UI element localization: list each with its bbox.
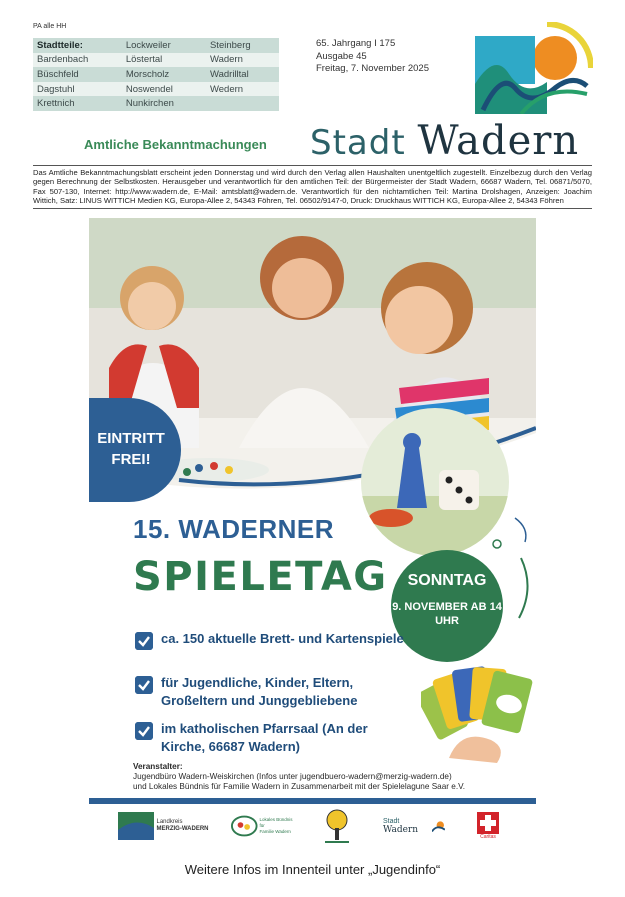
district-cell: Wadrilltal — [206, 67, 279, 82]
masthead-stadt: Stadt — [310, 123, 406, 163]
organizer-info — [133, 762, 533, 792]
checkbox-icon — [135, 632, 153, 650]
divider — [33, 165, 592, 166]
organizer-line1: Jugendbüro Wadern-Weiskirchen (Infos unter jugendbuero-wadern@merzig-wadern.de) — [133, 772, 452, 781]
spielelagune-logo — [317, 806, 357, 846]
table-row — [33, 38, 279, 53]
table-row — [33, 67, 279, 82]
buendnis-emblem-icon — [231, 815, 258, 837]
district-cell: Krettnich — [33, 96, 122, 111]
uno-cards-hand — [421, 658, 536, 763]
sponsor-line1: Caritas — [480, 834, 496, 840]
table-row — [33, 82, 279, 97]
distribution-note: PA alle HH — [33, 23, 67, 30]
poster-bottom-bar — [89, 798, 536, 804]
item-text: im katholischen Pfarrsaal (An der Kirche, 66687 Wadern) — [161, 721, 368, 754]
event-title-line2: SPIELETAG — [133, 554, 388, 600]
sponsor-line1: Stadt — [383, 817, 400, 825]
sponsor-line2: MERZIG-WADERN — [156, 826, 209, 832]
section-title: Amtliche Bekanntmachungen — [84, 137, 267, 152]
masthead — [310, 118, 579, 164]
issue-number: Ausgabe 45 — [316, 50, 367, 62]
organizer-line2: und Lokales Bündnis für Familie Wadern in Zusammenarbeit mit der Spielelagune Saar e.V. — [133, 782, 466, 791]
sponsor-line2: Familie Wadern — [259, 829, 291, 834]
districts-table — [33, 38, 279, 111]
item-text: für Jugendliche, Kinder, Eltern, Großeltern und Junggebliebene — [161, 675, 358, 708]
sponsor-line1: Lokales Bündnis für — [259, 817, 293, 828]
landkreis-logo — [113, 806, 213, 846]
event-date-time: 9. NOVEMBER AB 14 UHR — [392, 601, 502, 627]
district-cell: Steinberg — [206, 38, 279, 53]
sponsor-logos — [89, 806, 536, 854]
imprint-text: Das Amtliche Bekanntmachungsblatt erscheint jeden Donnerstag und wird durch den Verlag allen Haushalten unentgeltlich zugestellt. Einzelbezug durch den Verlag gegen Berechnung der Selbstkosten. Herausgeber und verantwortlich für den amtlichen Teil: der Bürgermeister der Stadt Wadern, 66687 Wadern, Tel. 06871/5070, Fax 507-130, Internet: http://www.wadern.de, E-Mail: amtsblatt@wadern.de. Verantwortlich für den nichtamtlichen Teil: Martina Drolshagen, Anzeigen: Joachim Wittich, Satz: LINUS WITTICH Medien KG, Europa-Allee 2, 54343 Föhren, Tel. 06502/9147-0, Druck: Druckhaus WITTICH KG, Europa-Allee 2, 54343 Föhren — [33, 168, 592, 206]
city-logo — [475, 22, 593, 114]
district-cell: Löstertal — [122, 53, 206, 68]
event-poster — [89, 218, 536, 812]
organizer-label: Veranstalter: — [133, 762, 183, 771]
event-title-line1: 15. WADERNER — [133, 514, 335, 544]
district-cell: Morscholz — [122, 67, 206, 82]
checkbox-icon — [135, 722, 153, 740]
district-cell — [206, 96, 279, 111]
city-mini-logo-icon — [432, 820, 445, 832]
district-cell: Büschfeld — [33, 67, 122, 82]
district-cell: Wedern — [206, 82, 279, 97]
district-cell: Wadern — [206, 53, 279, 68]
checkbox-icon — [135, 676, 153, 694]
masthead-name: Wadern — [417, 118, 580, 164]
landkreis-emblem-icon — [118, 812, 154, 840]
table-row — [33, 96, 279, 111]
buendnis-logo — [231, 806, 297, 846]
district-cell: Dagstuhl — [33, 82, 122, 97]
sponsor-line2: Wadern — [383, 824, 419, 835]
issue-jahrgang: 65. Jahrgang I 175 — [316, 38, 396, 49]
table-row — [33, 53, 279, 68]
district-cell: Bardenbach — [33, 53, 122, 68]
free-entry-badge: EINTRITT FREI! — [89, 398, 181, 502]
district-cell: Noswendel — [122, 82, 206, 97]
tree-emblem-icon — [319, 808, 355, 844]
issue-info — [316, 38, 429, 76]
sponsor-line1: Landkreis — [156, 819, 183, 825]
district-cell: Nunkirchen — [122, 96, 206, 111]
district-cell: Lockweiler — [122, 38, 206, 53]
caritas-cross-icon — [477, 812, 499, 834]
item-text: ca. 150 aktuelle Brett- und Kartenspiele — [161, 631, 404, 646]
stadt-wadern-logo — [383, 806, 445, 846]
event-day: SONNTAG — [407, 572, 487, 589]
issue-date: Freitag, 7. November 2025 — [316, 63, 430, 74]
districts-label: Stadtteile: — [33, 38, 122, 53]
footer-note: Weitere Infos im Innenteil unter „Jugendinfo“ — [184, 862, 441, 877]
divider — [33, 208, 592, 209]
caritas-logo — [473, 806, 503, 846]
